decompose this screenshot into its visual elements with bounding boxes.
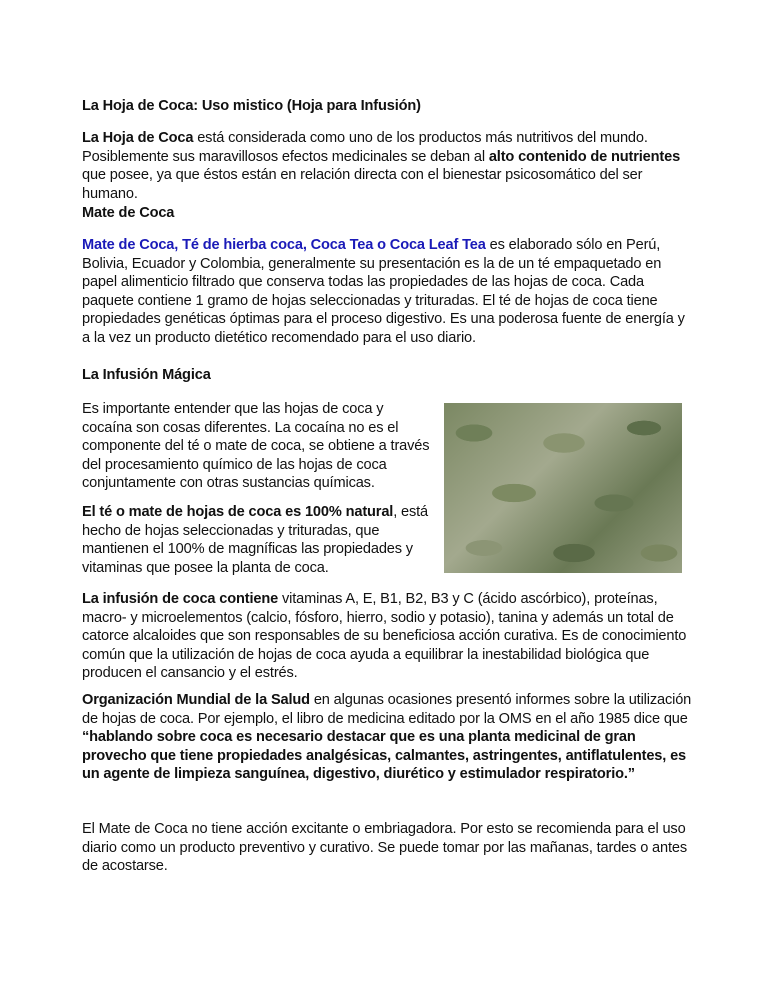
mate-paragraph: Mate de Coca, Té de hierba coca, Coca Tea o Coca Leaf Tea es elaborado sólo en Perú, Bolivia, Ecuador y Colombia, generalmente su presentación es la de un té empaquetado en papel alimenticio filtrado que conserva todas las propiedades de las hojas de coca. Cada paquete contiene 1 gramo de hojas seleccionadas y trituradas. El té de hojas de coca tiene propiedades genéticas óptimas para el proceso digestivo. Es una poderosa fuente de energía y a la vez un producto dietético recomendado para el uso diario. bbox=[82, 237, 685, 346]
section-heading-mate: Mate de Coca bbox=[82, 205, 175, 221]
cocaine-difference-paragraph: Es importante entender que las hojas de coca y cocaína son cosas diferentes. La cocaína no es el componente del té o mate de coca, se obtiene a través del procesamiento químico de las hojas de coca conjuntamente con otras sustancias químicas. bbox=[82, 401, 430, 492]
section-heading-infusion: La Infusión Mágica bbox=[82, 367, 211, 383]
coca-leaves-image bbox=[444, 403, 682, 573]
contents-paragraph: La infusión de coca contiene vitaminas A, E, B1, B2, B3 y C (ácido ascórbico), proteínas, macro- y microelementos (calcio, fósforo, hierro, sodio y potasio), tanina y además un total de catorce alcaloides que son responsables de su beneficiosa acción curativa. Es de conocimiento común que la utilización de hojas de coca ayuda a equilibrar la inestabilidad biológica que producen el cansancio y el estrés. bbox=[82, 591, 687, 682]
document-title: La Hoja de Coca: Uso mistico (Hoja para Infusión) bbox=[82, 98, 421, 114]
closing-paragraph: El Mate de Coca no tiene acción excitante o embriagadora. Por esto se recomienda para el uso diario como un producto preventivo y curativo. Se puede tomar por las mañanas, tardes o antes de acostarse. bbox=[82, 821, 688, 875]
oms-paragraph: Organización Mundial de la Salud en algunas ocasiones presentó informes sobre la utilización de hojas de coca. Por ejemplo, el libro de medicina editado por la OMS en el año 1985 dice que “hablando sobre coca es necesario destacar que es una planta medicinal de gran provecho que tiene propiedades analgésicas, calmantes, astringentes, antiflatulentes, es un agente de limpieza sanguínea, digestivo, diurético y estimulador respiratorio.” bbox=[82, 692, 692, 783]
intro-paragraph: La Hoja de Coca está considerada como uno de los productos más nutritivos del mundo. Posiblemente sus maravillosos efectos medicinales se deban al alto contenido de nutrientes que posee, ya que éstos están en relación directa con el bienestar psicosomático del ser humano. bbox=[82, 130, 681, 202]
mate-link[interactable]: Mate de Coca, Té de hierba coca, Coca Tea o Coca Leaf Tea bbox=[82, 237, 486, 253]
natural-paragraph: El té o mate de hojas de coca es 100% natural, está hecho de hojas seleccionadas y trituradas, que mantienen el 100% de magníficas las propiedades y vitaminas que posee la planta de coca. bbox=[82, 504, 428, 576]
